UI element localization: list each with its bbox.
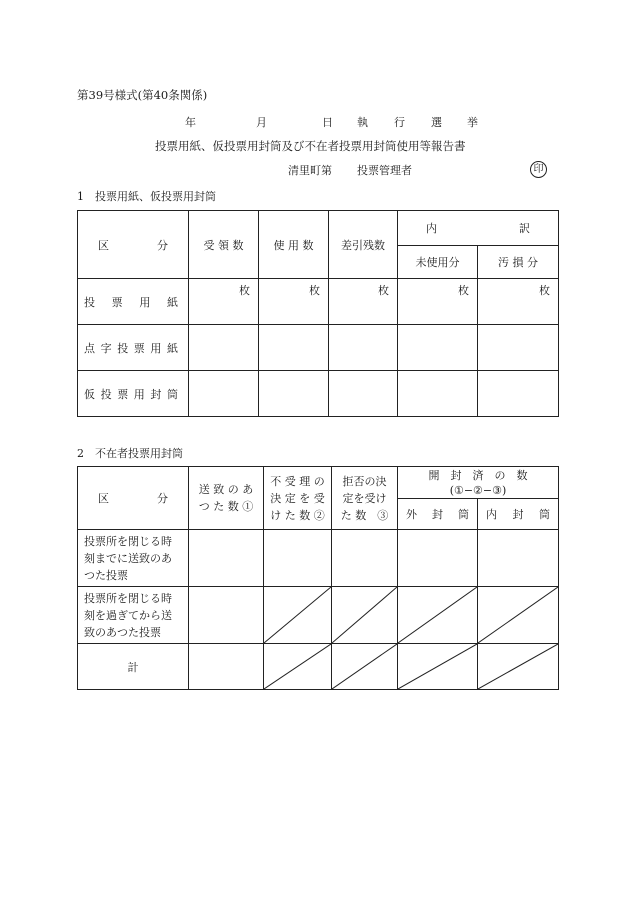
header-line: (①−②−③) [449, 483, 507, 497]
month-label: 月 [256, 116, 267, 129]
row-char: 用 [139, 295, 151, 309]
exec-char: 挙 [467, 116, 478, 129]
header-used: 使 用 数 [259, 211, 329, 279]
header-line: 定を受け [342, 491, 387, 505]
row-char: 票 [111, 295, 123, 309]
row-label-after-close [78, 587, 189, 644]
row-line: 致のあつた投票 [84, 625, 161, 639]
row-char: 投 [117, 341, 129, 355]
outer-total-crossed [398, 644, 478, 690]
header-line: 不 受 理 の [270, 474, 325, 488]
diagonal-strike-line [264, 587, 331, 643]
header-damaged: 汚 損 分 [478, 246, 559, 279]
unit-label: 枚 [309, 284, 320, 297]
diagonal-strike-line [398, 644, 477, 689]
not-accepted-cell-crossed [264, 587, 332, 644]
header-char: 分 [157, 238, 168, 252]
diagonal-strike-line [332, 587, 397, 643]
report-title: 投票用紙、仮投票用封筒及び不在者投票用封筒使用等報告書 [155, 139, 466, 153]
row-line: つた投票 [84, 568, 128, 582]
header-sent [189, 467, 264, 530]
header-outer [398, 499, 478, 530]
manager-line [0, 162, 630, 180]
row-label-braille [78, 325, 189, 371]
sent-total-cell[interactable] [189, 644, 264, 690]
year-label: 年 [185, 116, 196, 129]
unused-cell[interactable] [398, 371, 478, 417]
row-char: 点 [84, 341, 95, 355]
used-cell[interactable] [259, 279, 329, 325]
exec-char: 行 [394, 116, 405, 129]
header-char: 内 [486, 508, 497, 521]
received-cell[interactable] [189, 279, 259, 325]
header-line: 開 封 済 の 数 [428, 468, 528, 482]
used-cell[interactable] [259, 325, 329, 371]
damaged-cell[interactable] [478, 371, 559, 417]
header-line: け た 数 ② [270, 508, 325, 522]
diagonal-strike-line [478, 587, 558, 643]
row-char: 筒 [166, 387, 178, 401]
rejected-cell[interactable] [332, 530, 398, 587]
header-char: 分 [157, 492, 168, 505]
not-accepted-total-crossed [264, 644, 332, 690]
row-char: 票 [117, 387, 129, 401]
unit-label: 枚 [239, 284, 250, 297]
header-char: 筒 [458, 508, 469, 521]
place-label: 清里町第 [288, 164, 332, 177]
header-unused: 未使用分 [398, 246, 478, 279]
row-label-provisional [78, 371, 189, 417]
inner-cell-crossed [478, 587, 559, 644]
sent-cell[interactable] [189, 587, 264, 644]
row-char: 紙 [166, 295, 178, 309]
inner-total-crossed [478, 644, 559, 690]
header-line: た 数 ③ [340, 508, 389, 522]
ballot-table [77, 210, 559, 417]
row-char: 用 [150, 341, 162, 355]
header-char: 封 [512, 508, 524, 521]
row-label-total: 計 [78, 644, 189, 690]
header-char: 外 [406, 508, 417, 521]
outer-cell[interactable] [398, 530, 478, 587]
outer-cell-crossed [398, 587, 478, 644]
damaged-cell[interactable] [478, 325, 559, 371]
seal-char: 印 [533, 164, 544, 175]
header-char: 内 [426, 222, 437, 235]
balance-cell[interactable] [329, 279, 398, 325]
used-cell[interactable] [259, 371, 329, 417]
inner-cell[interactable] [478, 530, 559, 587]
unused-cell[interactable] [398, 325, 478, 371]
header-char: 筒 [539, 508, 550, 521]
exec-char: 選 [431, 116, 442, 129]
header-char: 封 [432, 508, 443, 521]
row-label-ballot [78, 279, 189, 325]
row-char: 字 [100, 341, 112, 355]
header-line: 決 定 を 受 [270, 491, 325, 505]
absentee-table [77, 466, 559, 690]
header-received: 受 領 数 [189, 211, 259, 279]
header-line: 拒否の決 [342, 474, 387, 488]
received-cell[interactable] [189, 371, 259, 417]
header-line: 送 致 の あ [198, 483, 254, 496]
not-accepted-cell[interactable] [264, 530, 332, 587]
row-char: 投 [100, 387, 112, 401]
header-balance: 差引残数 [329, 211, 398, 279]
received-cell[interactable] [189, 325, 259, 371]
unit-label: 枚 [458, 284, 469, 297]
unit-label: 枚 [378, 284, 389, 297]
header-kubun [78, 211, 189, 279]
row-line: 投票所を閉じる時 [84, 534, 172, 548]
header-inner [478, 499, 559, 530]
row-char: 紙 [166, 341, 178, 355]
header-rejected [332, 467, 398, 530]
header-char: 訳 [519, 222, 530, 235]
header-opened [398, 467, 559, 499]
balance-cell[interactable] [329, 371, 398, 417]
row-line: 刻を過ぎてから送 [84, 608, 172, 622]
row-char: 仮 [84, 387, 95, 401]
row-char: 封 [150, 387, 162, 401]
diagonal-strike-line [264, 644, 331, 689]
section1-heading: 1 投票用紙、仮投票用封筒 [77, 190, 216, 203]
header-kubun [78, 467, 189, 530]
form-number: 第39号様式(第40条関係) [77, 88, 208, 102]
damaged-cell[interactable] [478, 279, 559, 325]
header-char: 区 [98, 492, 109, 505]
row-char: 票 [133, 341, 145, 355]
header-not-accepted [264, 467, 332, 530]
sent-cell[interactable] [189, 530, 264, 587]
header-breakdown [398, 211, 559, 246]
section2-heading: 2 不在者投票用封筒 [77, 447, 183, 460]
election-line [0, 114, 630, 130]
row-char: 投 [84, 295, 95, 309]
row-char: 用 [133, 387, 145, 401]
row-label-before-close [78, 530, 189, 587]
header-line: つ た 数 ① [198, 500, 254, 513]
diagonal-strike-line [478, 644, 558, 689]
row-line: 刻までに送致のあ [84, 551, 172, 565]
unused-cell[interactable] [398, 279, 478, 325]
rejected-total-crossed [332, 644, 398, 690]
role-label: 投票管理者 [357, 164, 412, 177]
rejected-cell-crossed [332, 587, 398, 644]
diagonal-strike-line [398, 587, 477, 643]
day-label: 日 [322, 116, 333, 129]
seal-icon [530, 161, 547, 178]
header-char: 区 [98, 238, 109, 252]
row-line: 投票所を閉じる時 [84, 591, 172, 605]
diagonal-strike-line [332, 644, 397, 689]
balance-cell[interactable] [329, 325, 398, 371]
unit-label: 枚 [539, 284, 550, 297]
exec-char: 執 [357, 116, 368, 129]
